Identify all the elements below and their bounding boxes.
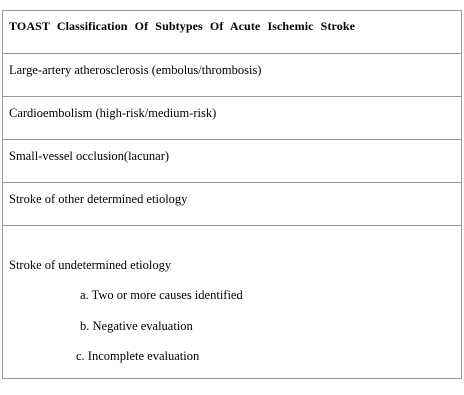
subtype-small-vessel: Small-vessel occlusion(lacunar) [9, 149, 170, 163]
table-row [3, 54, 461, 97]
table-row [3, 226, 461, 378]
subtype-large-artery: Large-artery atherosclerosis (embolus/thrombosis) [9, 63, 262, 77]
table-header: TOAST Classification Of Subtypes Of Acute Ischemic Stroke [9, 19, 356, 33]
table-row [3, 97, 461, 140]
undetermined-subitem: c. Incomplete evaluation [76, 349, 200, 363]
subtype-cardioembolism: Cardioembolism (high-risk/medium-risk) [9, 106, 217, 120]
table-row [3, 183, 461, 226]
subtype-undetermined: Stroke of undetermined etiology [9, 258, 172, 272]
table-header-row [3, 11, 461, 54]
subtype-other-determined: Stroke of other determined etiology [9, 192, 188, 206]
toast-classification-table [2, 10, 462, 379]
undetermined-subitem: b. Negative evaluation [80, 319, 193, 333]
undetermined-subitem: a. Two or more causes identified [80, 288, 243, 302]
table-row [3, 140, 461, 183]
